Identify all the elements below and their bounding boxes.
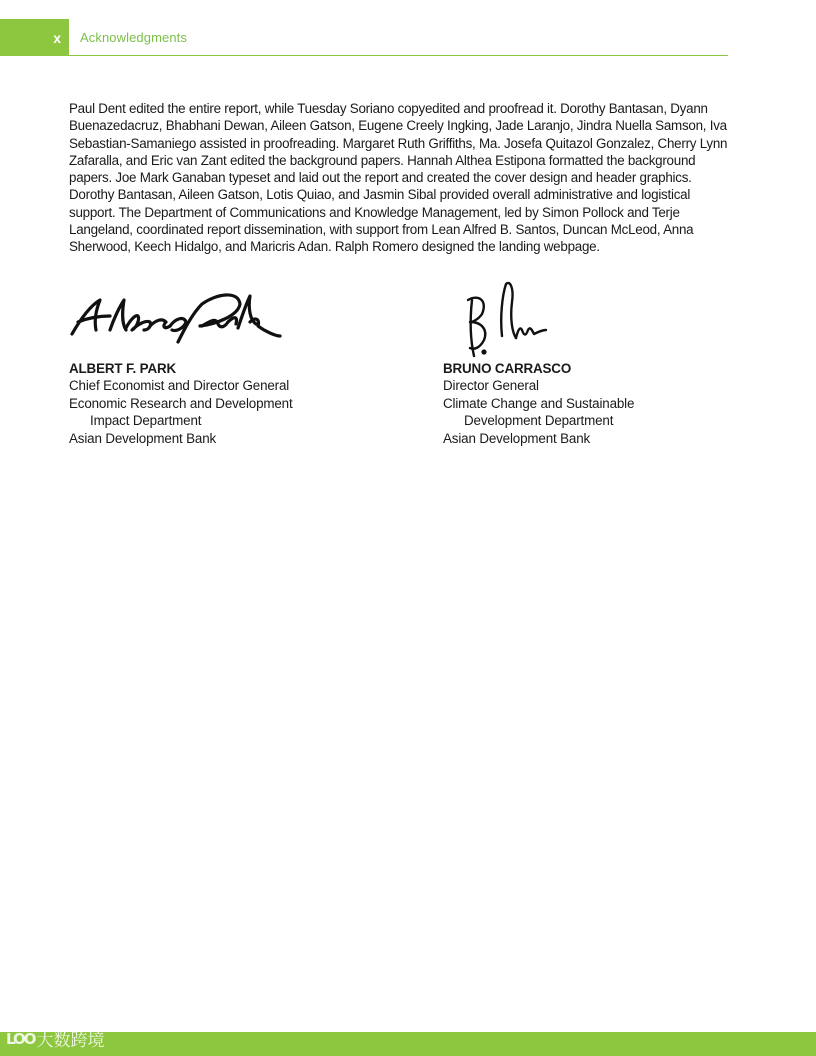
- signatory-organization: Asian Development Bank: [69, 430, 217, 446]
- watermark-logo: LOO: [6, 1029, 35, 1048]
- signatory-department: Economic Research and Development: [69, 395, 293, 411]
- signatory-department-cont: Development Department: [464, 413, 614, 429]
- albert-park-signature: [66, 280, 284, 350]
- signatory-organization: Asian Development Bank: [443, 430, 591, 446]
- watermark: [6, 1026, 105, 1051]
- signatory-department-cont: Impact Department: [90, 413, 202, 429]
- section-title: Acknowledgments: [80, 30, 187, 45]
- watermark-text: 大数跨境: [36, 1031, 105, 1051]
- acknowledgments-paragraph: Paul Dent edited the entire report, while Tuesday Soriano copyedited and proofread it. Dorothy Bantasan, Dyann Buenazedacruz, Bhabhani Dewan, Aileen Gatson, Eugene Creely Ingking, Jade Laranjo, Jindra Nuella Samson, Iva Sebastian-Samaniego assisted in proofreading. Margaret Ruth Griffiths, Ma. Josefa Quitazol Gonzalez, Cherry Lynn Zafaralla, and Eric van Zant edited the background papers. Hannah Althea Estipona formatted the background papers. Joe Mark Ganaban typeset and laid out the report and created the cover design and header graphics. Dorothy Bantasan, Aileen Gatson, Lotis Quiao, and Jasmin Sibal provided overall administrative and logistical support. The Department of Communications and Knowledge Management, led by Simon Pollock and Terje Langeland, coordinated report dissemination, with support from Lean Alfred B. Santos, Duncan McLeod, Anna Sherwood, Keech Hidalgo, and Maricris Adan. Ralph Romero designed the landing webpage.: [69, 101, 728, 255]
- page-number: x: [53, 29, 61, 46]
- signatory-albert-park: [69, 360, 399, 447]
- bruno-carrasco-signature: [458, 278, 554, 362]
- signatory-name: BRUNO CARRASCO: [443, 361, 572, 376]
- page-number-tab: [0, 19, 69, 56]
- header-divider: [69, 55, 728, 56]
- signatory-title: Director General: [443, 378, 539, 394]
- signatory-bruno-carrasco: [443, 360, 773, 447]
- signatory-department: Climate Change and Sustainable: [443, 395, 635, 411]
- signatory-name: ALBERT F. PARK: [69, 361, 177, 376]
- signatory-title: Chief Economist and Director General: [69, 378, 290, 394]
- footer-bar: [0, 1029, 816, 1056]
